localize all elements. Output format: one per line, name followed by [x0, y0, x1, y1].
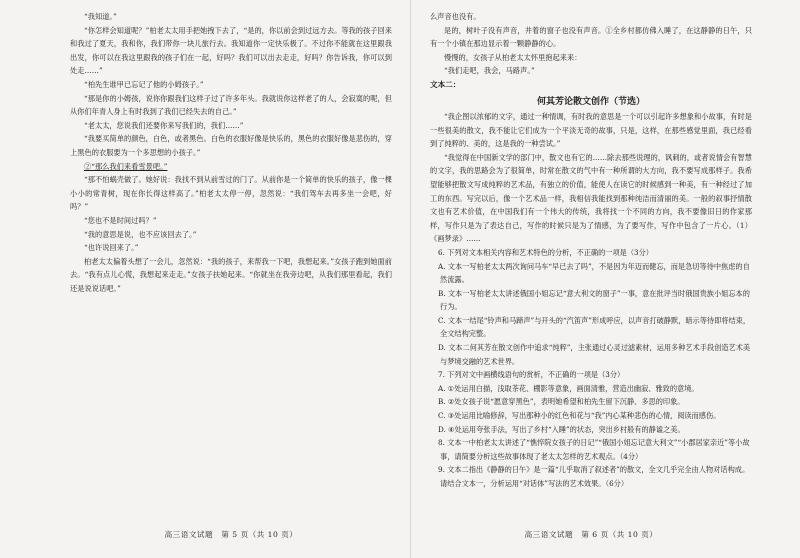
left-page-body: [70, 10, 392, 295]
paragraph: “我企图以浓郁的文字，通过一种情调，有时我的意思是一个可以引起许多想象和小故事，有时是一些很美的散文，我不能让它们成为一个平淡无奇的故事，只是，这样，在那些感觉里面，我已经看到了纯粹的、美的，这是我的一种尝试。”: [430, 111, 752, 149]
center-fold: [410, 0, 411, 558]
right-page: [422, 0, 760, 558]
paragraph: “那是你的小姆孩，说你你跟我们这样子过了许多年头。我就说你这样老了的人，会寂寞的呢，但从你们年青人身上有时我到了我们已经失去的自己。”: [70, 93, 392, 117]
paragraph: 柏老太太偏着头想了一会儿，忽然说：“我的孩子，来帮我一下吧，我想起来。”女孩子跑到她面前去。“我有点儿心慌，我想起来走走。”女孩子扶她起来。“你就坐在我旁边吧，从我们那里看起，我们还是说说话吧。”: [70, 256, 392, 293]
paragraph: 是的，树叶子没有声音，井着的窗子也没有声音。①全乡村都仿佛入睡了，在这静静的日午，只有一个小镇在那边显示着一颗静静的心。: [430, 25, 752, 49]
paragraph: “你怎样会知道呢？”柏老太太用手把她拽下去了，“是的，你以前会到过远方去。等我的孩子回来和我过了夏天，我和你，我们带你一块儿旅行去。我知道你一定快乐极了。不过你不能就在这里跟我出发，你可以在我这里跟我的孩子们在一起，好吗？我们可以出去走走，好吗？你告诉我，你可以到处走……”: [70, 25, 392, 76]
paragraph: 么声音也没有。: [430, 12, 481, 21]
question-option: D. ④处运用夸张手法，写出了乡村“入睡”的状态，突出乡村般有的静谧之美。: [438, 424, 685, 434]
paragraph: “那不怕蜗壳做了。她好说：我找不到从前雪过的门了。从前你是一个简单的快乐的孩子，像一棵小小的常青树，现在你长得这样高了。”柏老太太停一停，忽然说：“我们驾车去再多坐一会吧，好吗？”: [70, 175, 392, 212]
question-6: 6. 下列对文本相关内容和艺术特色的分析，不正确的一项是（3分）: [438, 247, 653, 257]
paragraph: “我们走吧，我会，马路声。”: [444, 66, 535, 76]
question-option: C. ③处运用比喻修辞，写出那种小的红色和花与“我”内心某种悲伤的心情，阅读而感伤。: [438, 411, 721, 421]
paragraph: “柏先生谁甲已忘记了他的小姆孩子。”: [84, 79, 204, 89]
question-7: 7. 下列对文中画横线语句的赏析，不正确的一项是（3分）: [438, 370, 625, 380]
question-option: D. 文本二何其芳在散文创作中追求“纯粹”，主张通过心灵过滤素材，运用多种艺术手段创造艺术美与梦境交融的艺术世界。: [438, 343, 751, 366]
question-option: A. 文本一写柏老太太两次询问马车“早已去了吗”，不是因为年迈而健忘，而是急切等待中焦虑的自然流露。: [438, 261, 750, 285]
paragraph: “我的意思是说，也不应该回去了。”: [84, 229, 197, 239]
paragraph: “老太太，您说我们还要你来写我们的，我们……”: [84, 120, 244, 130]
question-9: 9. 文本二指出《静静的日午》是一篇“儿乎取消了叙述者”的散文，全文几乎完全由人物对话构成。请结合文本一，分析运用“对话体”写法的艺术效果。（6分）: [438, 465, 750, 488]
paragraph-underlined: [70, 160, 392, 174]
paragraph: “我知道。”: [84, 12, 117, 21]
question-option: C. 文本一结尾“铃声和马蹄声”与开头的“汽笛声”形成呼应，以声音打破静默，暗示等待即将结束，全文结构完整。: [438, 315, 751, 339]
text2-heading: 文本二：: [430, 79, 461, 89]
question-option: A. ①处运用白描，浅取茶花、棚影等意象，画面清雅，营造出幽寂、雅致的意境。: [438, 383, 699, 393]
question-8: 8. 文本一中柏老太太讲述了“憔悴院女孩子的日记”“俄国小姐忘记意大利文”“小郡居家亲近”等小故事，请简要分析这些故事体现了老太太怎样的艺术观点。（4分）: [438, 438, 750, 461]
paragraph: 慢慢的，女孩子从柏老太太怀里抱起来来：: [444, 52, 582, 62]
underlined-sentence: ②“那么我们来看雪景吧。”: [84, 161, 168, 171]
paragraph: “我要买简单的颜色，白色，或者黑色。白色的衣服好像是快乐的，黑色的衣服好像是悲伤的，穿上黑色的衣服要为一个多思想的小孩子。”: [70, 134, 392, 157]
page-footer-left: 高三语文试题 第 5 页（共 10 页）: [164, 530, 298, 539]
left-page: [62, 0, 400, 558]
page-footer-right: 高三语文试题 第 6 页（共 10 页）: [524, 530, 658, 539]
right-page-body: [430, 10, 752, 491]
article-title: 何其芳论散文创作（节选）: [536, 96, 645, 107]
question-option: B. ②处女孩子说“愿意穿黑色”，表明她希望和柏先生留下沉静、多思的印象。: [438, 397, 685, 407]
paragraph: “也许说回来了。”: [84, 243, 139, 253]
paragraph: “我觉得在中国新文学的部门中，散文也有它的……除去那些说理的，讽刺的，或者说情会有智慧的文字，我的思路会为了很简单，时常在散文的气中有一种所谓的大方向，我不要写成那样子。我希望能够把散文写成纯粹的艺术品，有独立的价值，能使人在读它的时候感到一种美，有一种经过了加工的东西。写完以后，像一个艺术品一样，我相信我能找到那种纯洁而清丽的美。一般的叙事抒情散文也有艺术价值，在中国我们有一个伟大的传统，我将找一个不同的方向，我不要像旧日的作家那样，写作只是为了表达自己，写作的时候只是为了情感，为了要写作，写作中包含了一片心。（1）《画梦录》……: [430, 152, 752, 244]
paragraph: “您也不是时间过吗？”: [84, 215, 157, 225]
question-option: B. 文本一写柏老太太讲述俄国小姐忘记“意大利文的窗子”一事，意在批评当时俄国贵族小姐忘本的行为。: [438, 288, 750, 312]
